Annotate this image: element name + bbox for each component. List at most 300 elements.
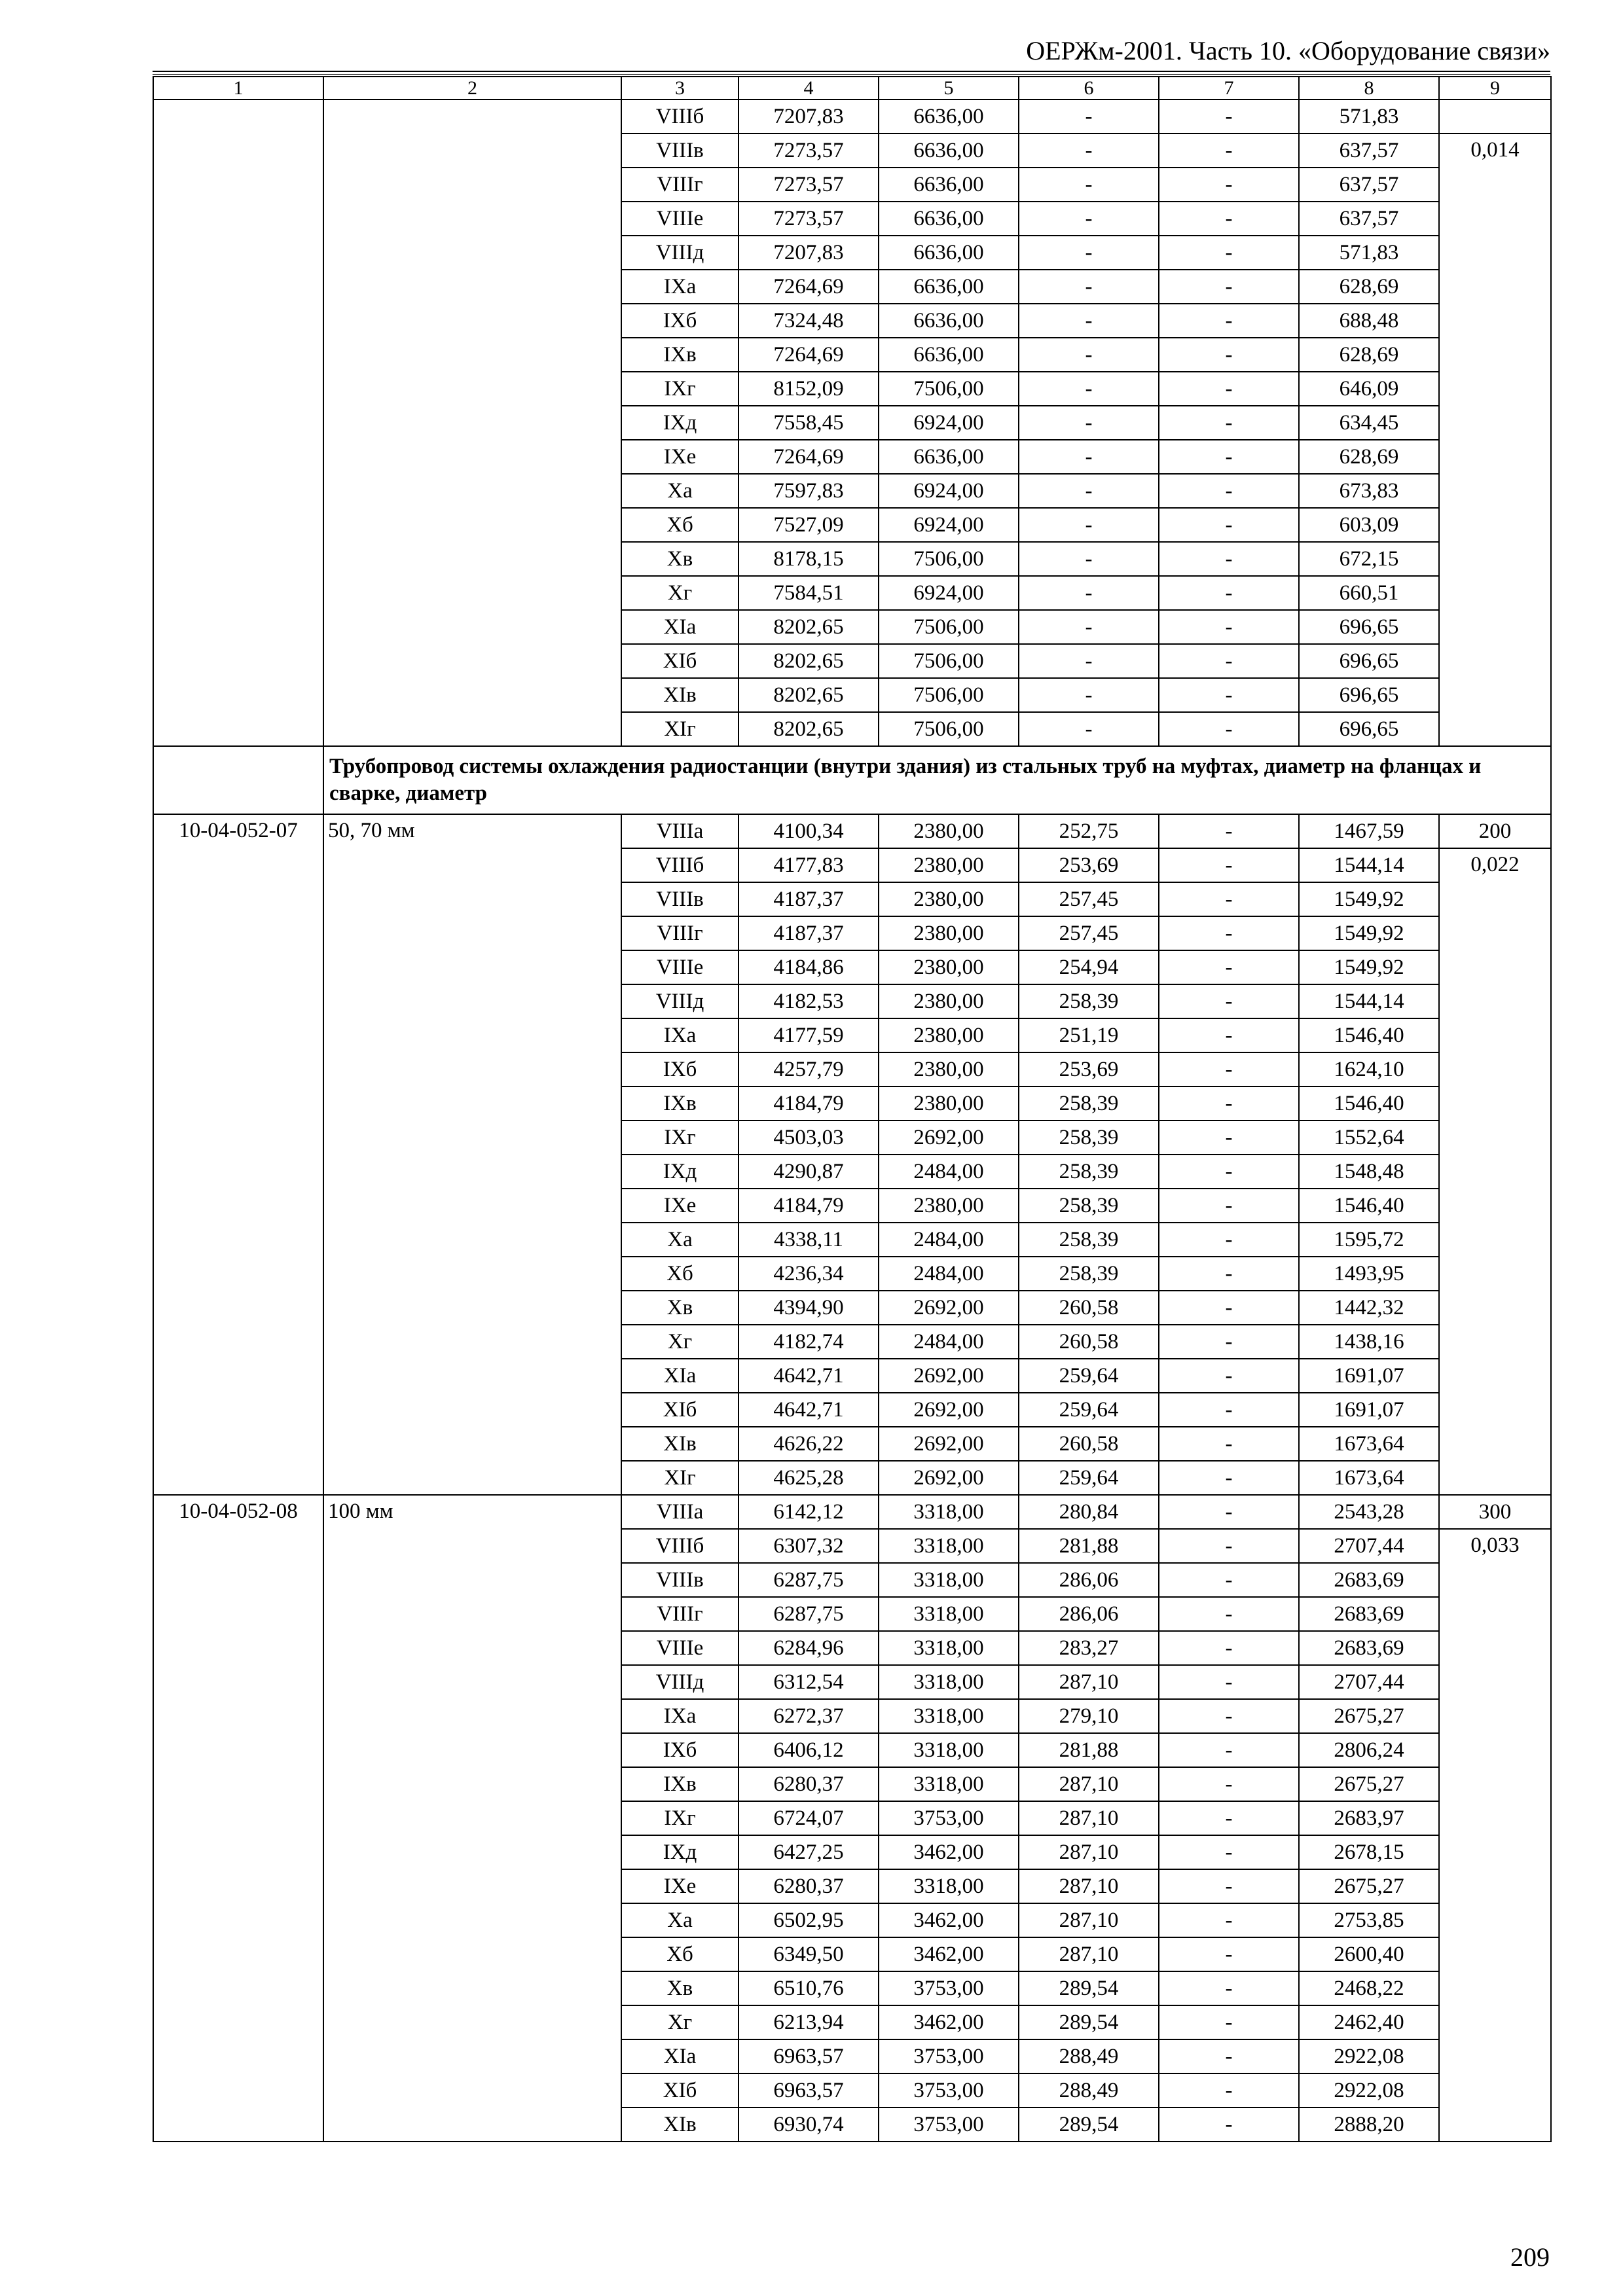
materials-cell: 1549,92 (1299, 916, 1439, 950)
section-title: Трубопровод системы охлаждения радиостанции (внутри здания) из стальных труб на муфтах, диаметр на фланцах и сварке, диаметр (323, 746, 1551, 814)
materials-cell: 1691,07 (1299, 1393, 1439, 1427)
wages-cell: 3462,00 (879, 1937, 1019, 1971)
rate-code: 10-04-052-08 (153, 1495, 323, 2142)
wages-cell: 3318,00 (879, 1529, 1019, 1563)
total-cost-cell: 4177,83 (739, 848, 879, 882)
total-cost-cell: 4187,37 (739, 916, 879, 950)
operators-wages-cell: - (1159, 1325, 1299, 1359)
total-cost-cell: 6280,37 (739, 1869, 879, 1903)
operators-wages-cell: - (1159, 474, 1299, 508)
col-number: 6 (1019, 77, 1159, 99)
operators-wages-cell: - (1159, 2108, 1299, 2142)
zone-cell: XIб (621, 2073, 739, 2108)
page-number: 209 (1510, 2242, 1550, 2272)
zone-cell: XIб (621, 1393, 739, 1427)
zone-cell: IXг (621, 1121, 739, 1155)
machines-cell: 253,69 (1019, 1052, 1159, 1086)
zone-cell: VIIIб (621, 1529, 739, 1563)
operators-wages-cell: - (1159, 1937, 1299, 1971)
materials-cell: 696,65 (1299, 610, 1439, 644)
wages-cell: 6924,00 (879, 576, 1019, 610)
operators-wages-cell: - (1159, 1665, 1299, 1699)
wages-cell: 3753,00 (879, 2108, 1019, 2142)
rates-table-body (153, 77, 1551, 2142)
materials-cell: 2922,08 (1299, 2039, 1439, 2073)
operators-wages-cell: - (1159, 1393, 1299, 1427)
wages-cell: 2692,00 (879, 1359, 1019, 1393)
operators-wages-cell: - (1159, 1189, 1299, 1223)
total-cost-cell: 8202,65 (739, 644, 879, 678)
materials-cell: 1548,48 (1299, 1155, 1439, 1189)
wages-cell: 3318,00 (879, 1665, 1019, 1699)
zone-cell: IXв (621, 1767, 739, 1801)
total-cost-cell: 4182,74 (739, 1325, 879, 1359)
operators-wages-cell: - (1159, 338, 1299, 372)
total-cost-cell: 4626,22 (739, 1427, 879, 1461)
zone-cell: Xв (621, 1971, 739, 2005)
materials-cell: 2922,08 (1299, 2073, 1439, 2108)
machines-cell: 251,19 (1019, 1018, 1159, 1052)
machines-cell: 289,54 (1019, 1971, 1159, 2005)
wages-cell: 2380,00 (879, 984, 1019, 1018)
total-cost-cell: 4503,03 (739, 1121, 879, 1155)
materials-cell: 1546,40 (1299, 1086, 1439, 1121)
wages-cell: 3318,00 (879, 1631, 1019, 1665)
materials-cell: 1544,14 (1299, 984, 1439, 1018)
wages-cell: 6636,00 (879, 168, 1019, 202)
machines-cell: - (1019, 440, 1159, 474)
machines-cell: 258,39 (1019, 1155, 1159, 1189)
wages-cell: 2484,00 (879, 1223, 1019, 1257)
zone-cell: IXв (621, 1086, 739, 1121)
operators-wages-cell: - (1159, 882, 1299, 916)
machines-cell: - (1019, 270, 1159, 304)
machines-cell: 257,45 (1019, 882, 1159, 916)
zone-cell: Xа (621, 474, 739, 508)
table-row (153, 99, 1551, 134)
labor-machine-cell: 0,033 (1439, 1529, 1551, 2142)
operators-wages-cell: - (1159, 950, 1299, 984)
col-number: 7 (1159, 77, 1299, 99)
zone-cell: XIв (621, 1427, 739, 1461)
wages-cell: 2692,00 (879, 1461, 1019, 1495)
total-cost-cell: 7264,69 (739, 338, 879, 372)
zone-cell: VIIIд (621, 1665, 739, 1699)
wages-cell: 2380,00 (879, 848, 1019, 882)
labor-machine-cell: 0,022 (1439, 848, 1551, 1495)
zone-cell: IXа (621, 1018, 739, 1052)
zone-cell: VIIIв (621, 134, 739, 168)
wages-cell: 3318,00 (879, 1699, 1019, 1733)
machines-cell: - (1019, 474, 1159, 508)
zone-cell: VIIIг (621, 916, 739, 950)
wages-cell: 2380,00 (879, 1018, 1019, 1052)
machines-cell: 258,39 (1019, 1086, 1159, 1121)
materials-cell: 1467,59 (1299, 814, 1439, 848)
zone-cell: VIIIв (621, 1563, 739, 1597)
col-number: 5 (879, 77, 1019, 99)
wages-cell: 3462,00 (879, 2005, 1019, 2039)
operators-wages-cell: - (1159, 1495, 1299, 1529)
zone-cell: VIIIе (621, 1631, 739, 1665)
total-cost-cell: 4642,71 (739, 1393, 879, 1427)
total-cost-cell: 4257,79 (739, 1052, 879, 1086)
materials-cell: 1544,14 (1299, 848, 1439, 882)
zone-cell: VIIIг (621, 1597, 739, 1631)
machines-cell: 254,94 (1019, 950, 1159, 984)
zone-cell: Xг (621, 576, 739, 610)
zone-cell: Xв (621, 542, 739, 576)
total-cost-cell: 8202,65 (739, 610, 879, 644)
operators-wages-cell: - (1159, 1903, 1299, 1937)
zone-cell: IXд (621, 1835, 739, 1869)
machines-cell: 279,10 (1019, 1699, 1159, 1733)
wages-cell: 2484,00 (879, 1257, 1019, 1291)
zone-cell: Xб (621, 1257, 739, 1291)
operators-wages-cell: - (1159, 406, 1299, 440)
operators-wages-cell: - (1159, 576, 1299, 610)
machines-cell: - (1019, 712, 1159, 746)
materials-cell: 2806,24 (1299, 1733, 1439, 1767)
materials-cell: 1546,40 (1299, 1018, 1439, 1052)
machines-cell: 289,54 (1019, 2108, 1159, 2142)
machines-cell: 287,10 (1019, 1869, 1159, 1903)
machines-cell: - (1019, 644, 1159, 678)
materials-cell: 646,09 (1299, 372, 1439, 406)
materials-cell: 2600,40 (1299, 1937, 1439, 1971)
wages-cell: 7506,00 (879, 610, 1019, 644)
wages-cell: 2484,00 (879, 1325, 1019, 1359)
total-cost-cell: 4184,79 (739, 1086, 879, 1121)
operators-wages-cell: - (1159, 1155, 1299, 1189)
wages-cell: 3753,00 (879, 1801, 1019, 1835)
machines-cell: - (1019, 168, 1159, 202)
wages-cell: 7506,00 (879, 542, 1019, 576)
machines-cell: 287,10 (1019, 1835, 1159, 1869)
zone-cell: IXб (621, 1733, 739, 1767)
materials-cell: 1549,92 (1299, 882, 1439, 916)
machines-cell: - (1019, 576, 1159, 610)
machines-cell: 258,39 (1019, 1223, 1159, 1257)
rate-name: 50, 70 мм (323, 814, 621, 1495)
wages-cell: 2380,00 (879, 1052, 1019, 1086)
total-cost-cell: 6312,54 (739, 1665, 879, 1699)
machines-cell: - (1019, 610, 1159, 644)
total-cost-cell: 4184,79 (739, 1189, 879, 1223)
zone-cell: VIIIг (621, 168, 739, 202)
zone-cell: XIа (621, 2039, 739, 2073)
operators-wages-cell: - (1159, 372, 1299, 406)
materials-cell: 1442,32 (1299, 1291, 1439, 1325)
machines-cell: 260,58 (1019, 1325, 1159, 1359)
operators-wages-cell: - (1159, 542, 1299, 576)
materials-cell: 637,57 (1299, 168, 1439, 202)
operators-wages-cell: - (1159, 1359, 1299, 1393)
operators-wages-cell: - (1159, 1835, 1299, 1869)
total-cost-cell: 7527,09 (739, 508, 879, 542)
wages-cell: 2692,00 (879, 1393, 1019, 1427)
total-cost-cell: 6287,75 (739, 1563, 879, 1597)
operators-wages-cell: - (1159, 814, 1299, 848)
wages-cell: 3753,00 (879, 2073, 1019, 2108)
wages-cell: 3753,00 (879, 2039, 1019, 2073)
operators-wages-cell: - (1159, 848, 1299, 882)
zone-cell: Xб (621, 1937, 739, 1971)
machines-cell: - (1019, 542, 1159, 576)
rates-table (153, 76, 1552, 2142)
rate-name (323, 99, 621, 746)
zone-cell: XIб (621, 644, 739, 678)
total-cost-cell: 6502,95 (739, 1903, 879, 1937)
wages-cell: 2380,00 (879, 1086, 1019, 1121)
running-header: ОЕРЖм-2001. Часть 10. «Оборудование связи» (1026, 36, 1550, 65)
total-cost-cell: 4184,86 (739, 950, 879, 984)
materials-cell: 2675,27 (1299, 1699, 1439, 1733)
wages-cell: 7506,00 (879, 644, 1019, 678)
wages-cell: 7506,00 (879, 712, 1019, 746)
operators-wages-cell: - (1159, 984, 1299, 1018)
total-cost-cell: 7584,51 (739, 576, 879, 610)
wages-cell: 6636,00 (879, 270, 1019, 304)
zone-cell: IXе (621, 1869, 739, 1903)
total-cost-cell: 6963,57 (739, 2039, 879, 2073)
machines-cell: 286,06 (1019, 1597, 1159, 1631)
machines-cell: 259,64 (1019, 1393, 1159, 1427)
materials-cell: 2468,22 (1299, 1971, 1439, 2005)
materials-cell: 696,65 (1299, 678, 1439, 712)
operators-wages-cell: - (1159, 1121, 1299, 1155)
total-cost-cell: 6510,76 (739, 1971, 879, 2005)
wages-cell: 3318,00 (879, 1597, 1019, 1631)
machines-cell: 288,49 (1019, 2073, 1159, 2108)
materials-cell: 1673,64 (1299, 1461, 1439, 1495)
operators-wages-cell: - (1159, 304, 1299, 338)
zone-cell: IXе (621, 1189, 739, 1223)
machines-cell: 259,64 (1019, 1461, 1159, 1495)
machines-cell: 287,10 (1019, 1937, 1159, 1971)
zone-cell: IXд (621, 1155, 739, 1189)
total-cost-cell: 7264,69 (739, 440, 879, 474)
total-cost-cell: 4187,37 (739, 882, 879, 916)
operators-wages-cell: - (1159, 236, 1299, 270)
labor-machine-cell: 0,014 (1439, 134, 1551, 746)
zone-cell: VIIIб (621, 99, 739, 134)
zone-cell: XIв (621, 678, 739, 712)
wages-cell: 6636,00 (879, 134, 1019, 168)
zone-cell: VIIIа (621, 1495, 739, 1529)
materials-cell: 1673,64 (1299, 1427, 1439, 1461)
total-cost-cell: 7558,45 (739, 406, 879, 440)
materials-cell: 628,69 (1299, 270, 1439, 304)
operators-wages-cell: - (1159, 1699, 1299, 1733)
machines-cell: 287,10 (1019, 1665, 1159, 1699)
operators-wages-cell: - (1159, 270, 1299, 304)
wages-cell: 7506,00 (879, 372, 1019, 406)
zone-cell: IXг (621, 372, 739, 406)
materials-cell: 2683,69 (1299, 1631, 1439, 1665)
wages-cell: 2380,00 (879, 950, 1019, 984)
col-number: 9 (1439, 77, 1551, 99)
wages-cell: 3753,00 (879, 1971, 1019, 2005)
zone-cell: XIа (621, 610, 739, 644)
materials-cell: 1546,40 (1299, 1189, 1439, 1223)
materials-cell: 2678,15 (1299, 1835, 1439, 1869)
machines-cell: - (1019, 304, 1159, 338)
total-cost-cell: 7324,48 (739, 304, 879, 338)
zone-cell: VIIIе (621, 950, 739, 984)
materials-cell: 672,15 (1299, 542, 1439, 576)
machines-cell: 287,10 (1019, 1801, 1159, 1835)
total-cost-cell: 6284,96 (739, 1631, 879, 1665)
zone-cell: IXа (621, 1699, 739, 1733)
materials-cell: 634,45 (1299, 406, 1439, 440)
total-cost-cell: 6724,07 (739, 1801, 879, 1835)
machines-cell: - (1019, 508, 1159, 542)
total-cost-cell: 4338,11 (739, 1223, 879, 1257)
total-cost-cell: 6287,75 (739, 1597, 879, 1631)
machines-cell: 259,64 (1019, 1359, 1159, 1393)
machines-cell: 289,54 (1019, 2005, 1159, 2039)
machines-cell: - (1019, 678, 1159, 712)
materials-cell: 696,65 (1299, 644, 1439, 678)
header-rule (153, 71, 1550, 75)
total-cost-cell: 8152,09 (739, 372, 879, 406)
operators-wages-cell: - (1159, 712, 1299, 746)
operators-wages-cell: - (1159, 1631, 1299, 1665)
materials-cell: 2888,20 (1299, 2108, 1439, 2142)
total-cost-cell: 6272,37 (739, 1699, 879, 1733)
wages-cell: 2692,00 (879, 1121, 1019, 1155)
zone-cell: Xв (621, 1291, 739, 1325)
operators-wages-cell: - (1159, 2039, 1299, 2073)
total-cost-cell: 7207,83 (739, 99, 879, 134)
wages-cell: 3318,00 (879, 1495, 1019, 1529)
operators-wages-cell: - (1159, 644, 1299, 678)
materials-cell: 1624,10 (1299, 1052, 1439, 1086)
operators-wages-cell: - (1159, 1869, 1299, 1903)
zone-cell: VIIIб (621, 848, 739, 882)
zone-cell: IXе (621, 440, 739, 474)
machines-cell: - (1019, 236, 1159, 270)
total-cost-cell: 4177,59 (739, 1018, 879, 1052)
operators-wages-cell: - (1159, 610, 1299, 644)
zone-cell: VIIIа (621, 814, 739, 848)
operators-wages-cell: - (1159, 1461, 1299, 1495)
total-cost-cell: 4642,71 (739, 1359, 879, 1393)
operators-wages-cell: - (1159, 1733, 1299, 1767)
materials-cell: 2462,40 (1299, 2005, 1439, 2039)
total-cost-cell: 6963,57 (739, 2073, 879, 2108)
zone-cell: VIIIд (621, 984, 739, 1018)
machines-cell: 258,39 (1019, 1189, 1159, 1223)
machines-cell: 258,39 (1019, 1257, 1159, 1291)
wages-cell: 2692,00 (879, 1291, 1019, 1325)
labor-cell (1439, 99, 1551, 134)
machines-cell: - (1019, 202, 1159, 236)
rate-code: 10-04-052-07 (153, 814, 323, 1495)
machines-cell: 258,39 (1019, 984, 1159, 1018)
operators-wages-cell: - (1159, 2005, 1299, 2039)
total-cost-cell: 7207,83 (739, 236, 879, 270)
operators-wages-cell: - (1159, 202, 1299, 236)
operators-wages-cell: - (1159, 1052, 1299, 1086)
zone-cell: Xа (621, 1903, 739, 1937)
zone-cell: XIв (621, 2108, 739, 2142)
wages-cell: 3318,00 (879, 1733, 1019, 1767)
total-cost-cell: 4290,87 (739, 1155, 879, 1189)
zone-cell: Xг (621, 2005, 739, 2039)
machines-cell: - (1019, 406, 1159, 440)
total-cost-cell: 6280,37 (739, 1767, 879, 1801)
rate-code (153, 99, 323, 746)
total-cost-cell: 6406,12 (739, 1733, 879, 1767)
total-cost-cell: 4236,34 (739, 1257, 879, 1291)
zone-cell: Xа (621, 1223, 739, 1257)
col-number: 1 (153, 77, 323, 99)
operators-wages-cell: - (1159, 1801, 1299, 1835)
wages-cell: 2380,00 (879, 1189, 1019, 1223)
total-cost-cell: 4100,34 (739, 814, 879, 848)
zone-cell: VIIIд (621, 236, 739, 270)
machines-cell: 280,84 (1019, 1495, 1159, 1529)
wages-cell: 2380,00 (879, 882, 1019, 916)
total-cost-cell: 7273,57 (739, 134, 879, 168)
machines-cell: - (1019, 338, 1159, 372)
wages-cell: 6636,00 (879, 99, 1019, 134)
operators-wages-cell: - (1159, 1597, 1299, 1631)
operators-wages-cell: - (1159, 2073, 1299, 2108)
total-cost-cell: 6213,94 (739, 2005, 879, 2039)
operators-wages-cell: - (1159, 134, 1299, 168)
wages-cell: 3462,00 (879, 1903, 1019, 1937)
machines-cell: 283,27 (1019, 1631, 1159, 1665)
column-number-row (153, 77, 1551, 99)
wages-cell: 6636,00 (879, 304, 1019, 338)
total-cost-cell: 7597,83 (739, 474, 879, 508)
machines-cell: 281,88 (1019, 1733, 1159, 1767)
total-cost-cell: 6930,74 (739, 2108, 879, 2142)
materials-cell: 1691,07 (1299, 1359, 1439, 1393)
total-cost-cell: 8202,65 (739, 712, 879, 746)
zone-cell: IXб (621, 304, 739, 338)
operators-wages-cell: - (1159, 1767, 1299, 1801)
machines-cell: 286,06 (1019, 1563, 1159, 1597)
operators-wages-cell: - (1159, 508, 1299, 542)
materials-cell: 1549,92 (1299, 950, 1439, 984)
wages-cell: 3462,00 (879, 1835, 1019, 1869)
materials-cell: 637,57 (1299, 202, 1439, 236)
operators-wages-cell: - (1159, 99, 1299, 134)
operators-wages-cell: - (1159, 168, 1299, 202)
total-cost-cell: 6307,32 (739, 1529, 879, 1563)
materials-cell: 1493,95 (1299, 1257, 1439, 1291)
machines-cell: 288,49 (1019, 2039, 1159, 2073)
wages-cell: 3318,00 (879, 1767, 1019, 1801)
materials-cell: 637,57 (1299, 134, 1439, 168)
rate-name: 100 мм (323, 1495, 621, 2142)
machines-cell: - (1019, 134, 1159, 168)
wages-cell: 3318,00 (879, 1563, 1019, 1597)
total-cost-cell: 4625,28 (739, 1461, 879, 1495)
total-cost-cell: 4182,53 (739, 984, 879, 1018)
machines-cell: 252,75 (1019, 814, 1159, 848)
total-cost-cell: 7273,57 (739, 168, 879, 202)
section-header-row (153, 746, 1551, 814)
zone-cell: IXв (621, 338, 739, 372)
wages-cell: 6636,00 (879, 440, 1019, 474)
total-cost-cell: 7273,57 (739, 202, 879, 236)
materials-cell: 660,51 (1299, 576, 1439, 610)
